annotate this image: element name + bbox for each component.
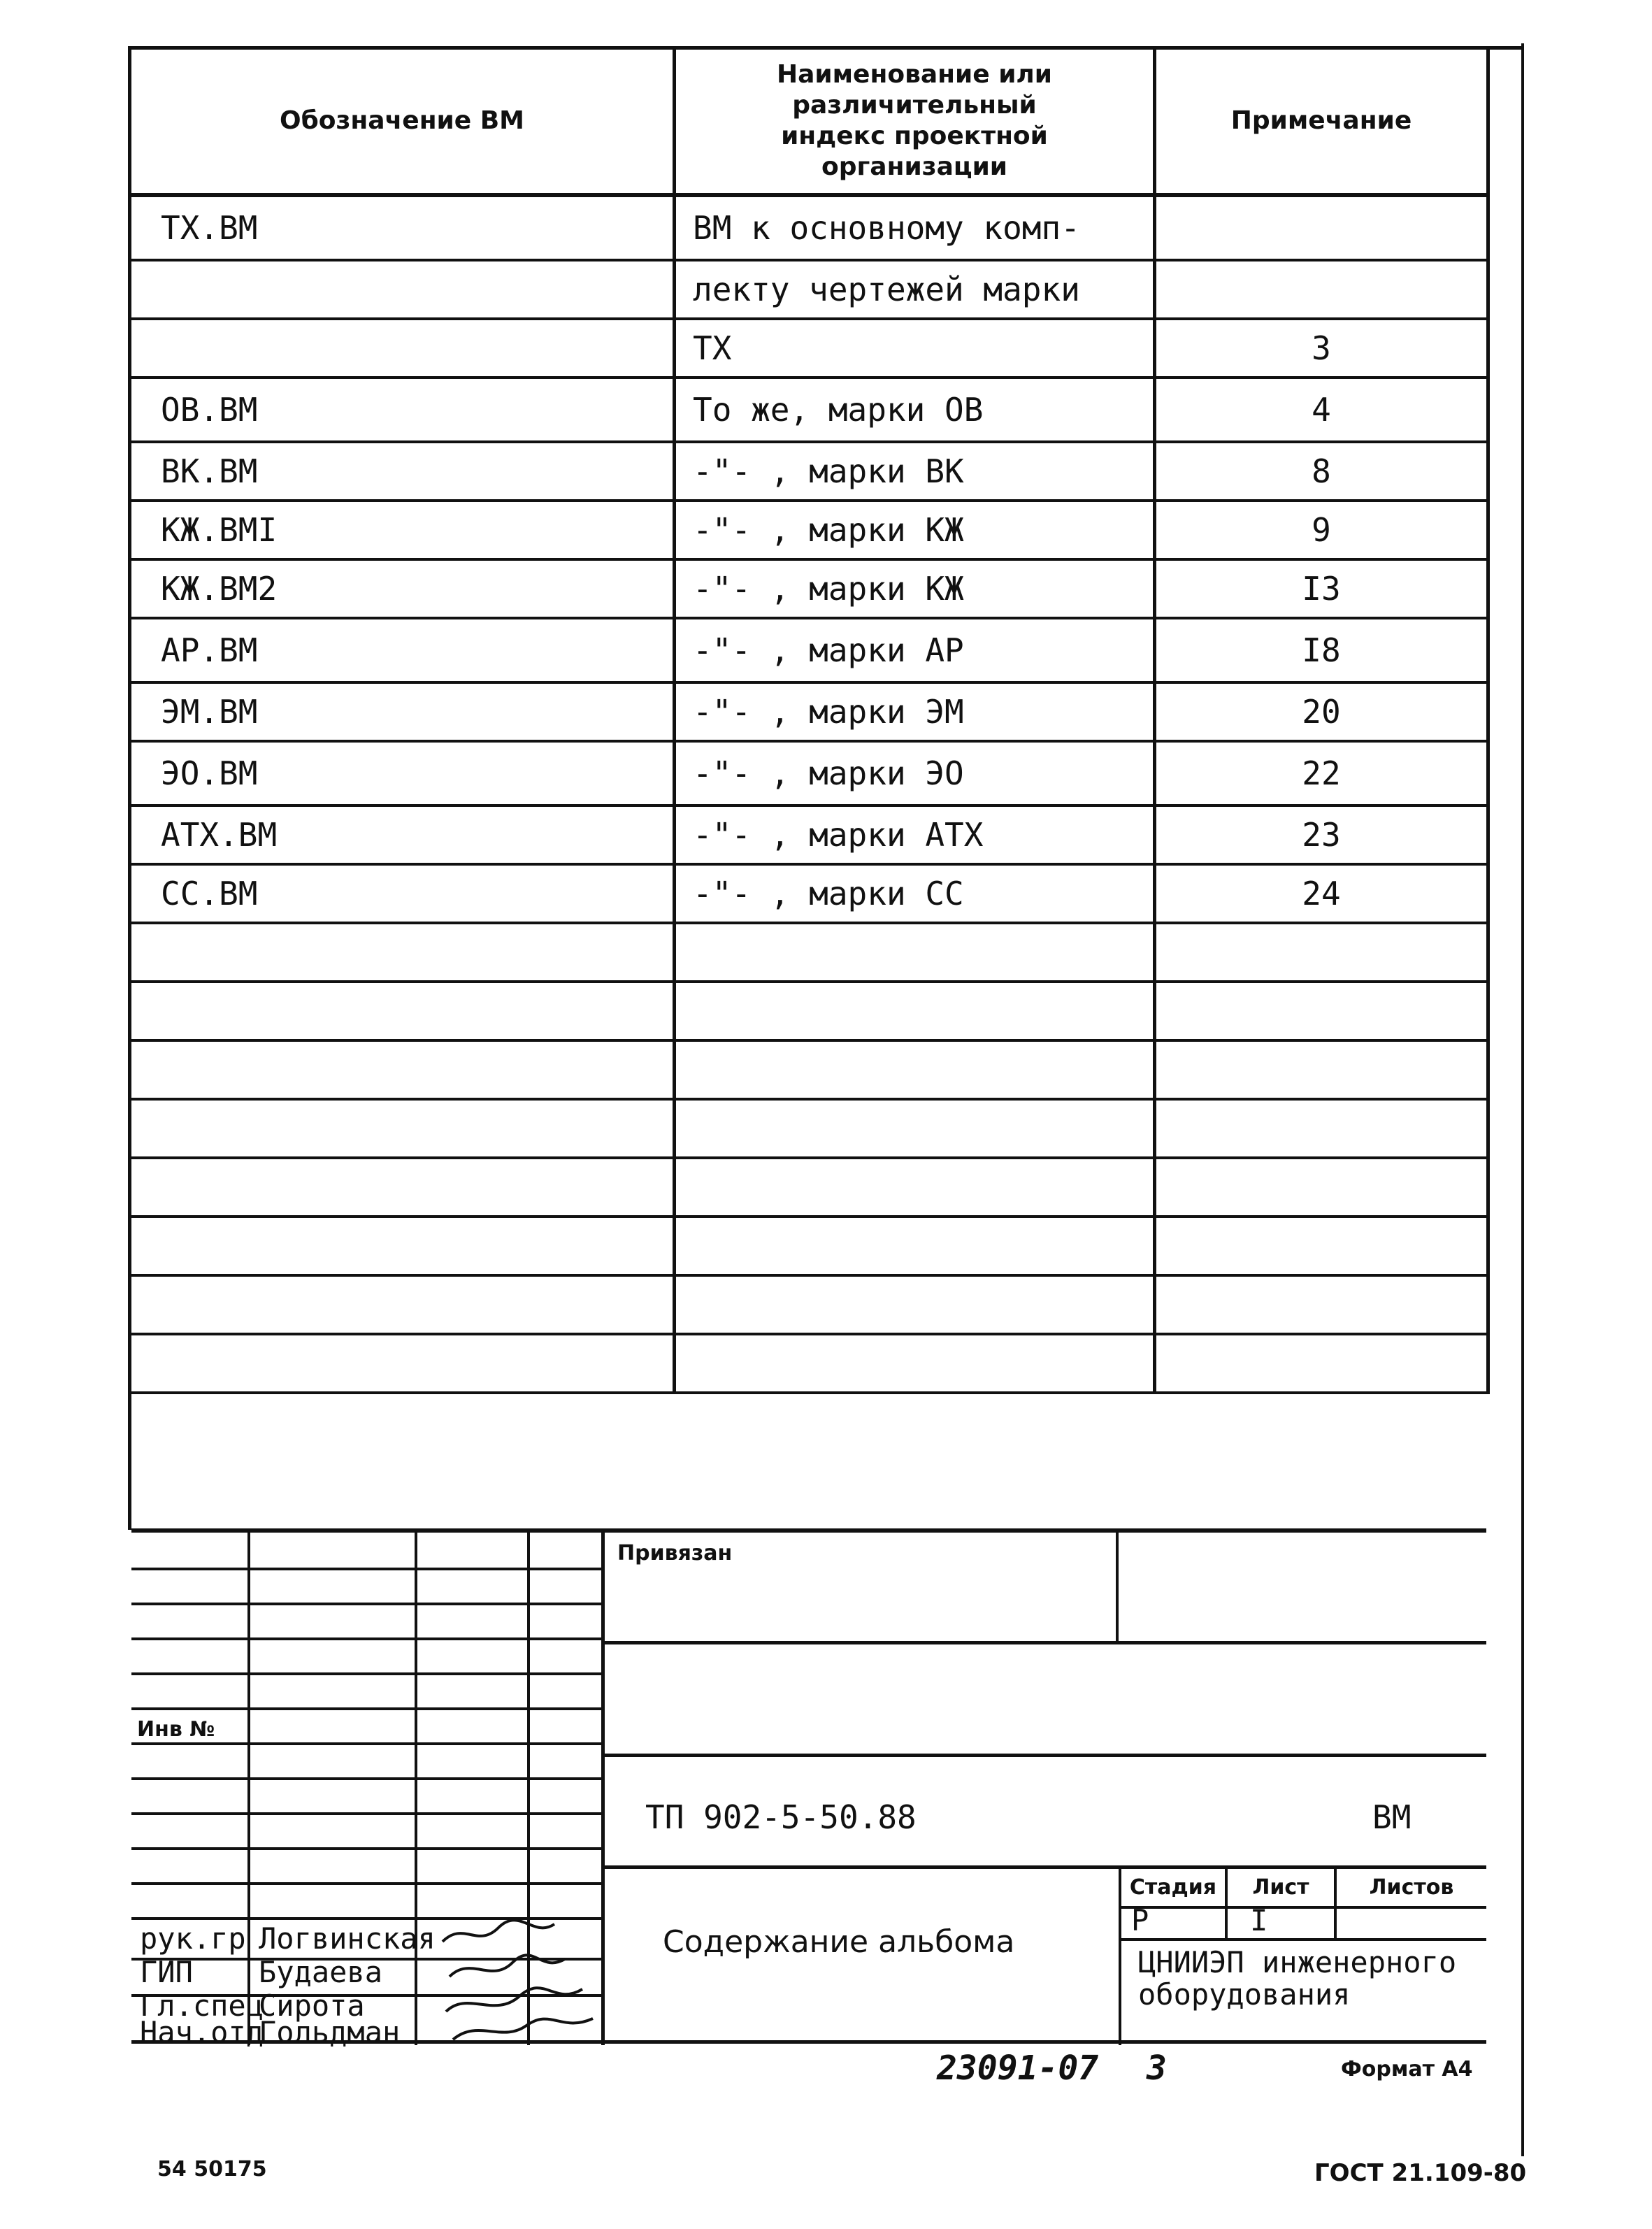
linked-label: Привязан xyxy=(617,1541,733,1565)
cell-designation: ЭО.ВМ xyxy=(130,741,675,805)
cell-note: I8 xyxy=(1155,618,1488,682)
cell-name: -"- , марки СС xyxy=(675,864,1155,923)
empty-table-row xyxy=(130,1099,1488,1158)
gost-label: ГОСТ 21.109-80 xyxy=(1314,2159,1527,2187)
left-code: 54 50175 xyxy=(157,2157,267,2181)
inventory-number: 23091-07 xyxy=(937,2049,1099,2088)
frame-right-border xyxy=(1521,43,1524,2156)
table-row xyxy=(130,741,1488,805)
role-2: ГИП xyxy=(140,1955,193,1989)
organization-line2: оборудования xyxy=(1138,1977,1351,2012)
empty-table-row xyxy=(130,1275,1488,1334)
role-4: Нач.отд xyxy=(140,2015,264,2049)
person-4: Гольдман xyxy=(259,2015,401,2049)
cell-note: 22 xyxy=(1155,741,1488,805)
cell-name: -"- , марки ВК xyxy=(675,442,1155,501)
contents-table xyxy=(128,49,1490,1394)
cell-name: То же, марки ОВ xyxy=(675,378,1155,442)
cell-note: 4 xyxy=(1155,378,1488,442)
person-1: Логвинская xyxy=(259,1921,436,1956)
cell-designation: ТХ.ВМ xyxy=(130,195,675,260)
role-1: рук.гр xyxy=(140,1921,246,1956)
cell-name: -"- , марки АТХ xyxy=(675,805,1155,864)
empty-table-row xyxy=(130,982,1488,1040)
cell-designation xyxy=(130,260,675,319)
cell-name: лекту чертежей марки xyxy=(675,260,1155,319)
cell-note xyxy=(1155,260,1488,319)
cell-name: -"- , марки АР xyxy=(675,618,1155,682)
cell-designation: АР.ВМ xyxy=(130,618,675,682)
cell-designation: ЭМ.ВМ xyxy=(130,682,675,741)
cell-name: -"- , марки КЖ xyxy=(675,559,1155,618)
table-row xyxy=(130,559,1488,618)
cell-note xyxy=(1155,195,1488,260)
signature-marks xyxy=(436,1914,603,2047)
cell-note: 23 xyxy=(1155,805,1488,864)
organization-line1: ЦНИИЭП инженерного xyxy=(1138,1945,1457,1979)
empty-table-row xyxy=(130,1217,1488,1275)
page-number: 3 xyxy=(1147,2049,1167,2088)
table-row xyxy=(130,864,1488,923)
document-title: Содержание альбома xyxy=(663,1924,1015,1960)
table-row xyxy=(130,319,1488,378)
stage-value: Р xyxy=(1131,1903,1149,1937)
empty-table-row xyxy=(130,1040,1488,1099)
empty-table-row xyxy=(130,923,1488,982)
cell-note: 24 xyxy=(1155,864,1488,923)
header-name-text: Наименование или различительный индекс проектной организации xyxy=(776,60,1053,181)
cell-designation: СС.ВМ xyxy=(130,864,675,923)
header-note: Примечание xyxy=(1155,49,1488,195)
format-label: Формат А4 xyxy=(1341,2057,1473,2081)
cell-designation: ВК.ВМ xyxy=(130,442,675,501)
cell-note: I3 xyxy=(1155,559,1488,618)
header-designation: Обозначение ВМ xyxy=(130,49,675,195)
cell-designation: АТХ.ВМ xyxy=(130,805,675,864)
table-row xyxy=(130,260,1488,319)
sheets-label: Листов xyxy=(1369,1875,1454,1900)
person-2: Будаева xyxy=(259,1955,383,1989)
table-row xyxy=(130,682,1488,741)
document-code: ТП 902-5-50.88 xyxy=(645,1798,917,1836)
cell-name: ТХ xyxy=(675,319,1155,378)
cell-name: -"- , марки ЭМ xyxy=(675,682,1155,741)
title-block xyxy=(131,1528,1486,2049)
empty-area xyxy=(128,1369,1490,1530)
sheet-value: I xyxy=(1250,1903,1268,1937)
table-row xyxy=(130,195,1488,260)
table-row xyxy=(130,501,1488,559)
cell-note: 3 xyxy=(1155,319,1488,378)
table-row xyxy=(130,378,1488,442)
sheet-label: Лист xyxy=(1252,1875,1309,1900)
header-name xyxy=(675,49,1155,195)
cell-name: -"- , марки КЖ xyxy=(675,501,1155,559)
table-row xyxy=(130,805,1488,864)
table-header-row xyxy=(130,49,1488,195)
inventory-label: Инв № xyxy=(137,1717,215,1742)
empty-table-row xyxy=(130,1158,1488,1217)
cell-designation: КЖ.ВМ2 xyxy=(130,559,675,618)
stage-label: Стадия xyxy=(1129,1875,1217,1900)
cell-designation xyxy=(130,319,675,378)
cell-designation: ОВ.ВМ xyxy=(130,378,675,442)
cell-note: 9 xyxy=(1155,501,1488,559)
cell-name: ВМ к основному комп- xyxy=(675,195,1155,260)
cell-note: 8 xyxy=(1155,442,1488,501)
role-3: Гл.спец xyxy=(140,1988,264,2023)
cell-note: 20 xyxy=(1155,682,1488,741)
cell-name: -"- , марки ЭО xyxy=(675,741,1155,805)
document-mark: ВМ xyxy=(1372,1798,1412,1836)
table-row xyxy=(130,442,1488,501)
person-3: Сирота xyxy=(259,1988,365,2023)
table-row xyxy=(130,618,1488,682)
cell-designation: КЖ.ВМI xyxy=(130,501,675,559)
